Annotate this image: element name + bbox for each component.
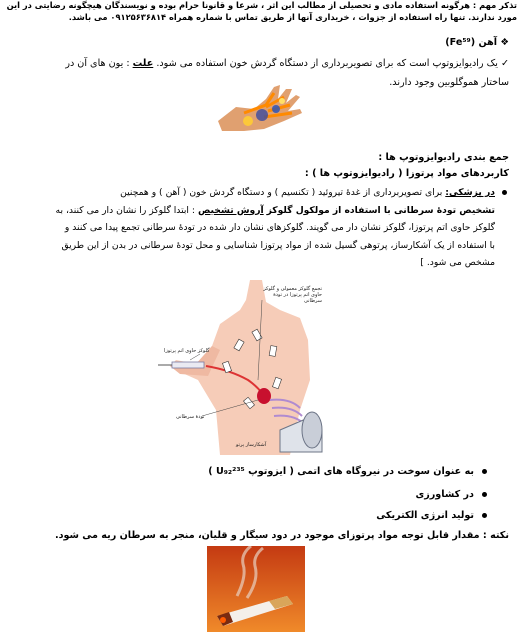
note-text: نکته : مقدار قابل توجه مواد پرتوزای موجود در دود سیگار و قلیان، منجر به سرطان ریه می شود. xyxy=(54,530,509,541)
diamond-bullet-icon: ❖ xyxy=(500,37,509,48)
bullet-icon xyxy=(502,190,507,195)
hand-scan-image xyxy=(214,79,310,135)
diagram-label-left: گلوکز حاوی اتم پرتوزا xyxy=(164,348,210,354)
medicine-paragraph: در پزشکی: برای تصویربرداری از غدهٔ تیروئید ( تکنسیم ) و دستگاه گردش خون ( آهن ) و همچنین تشخیص تودهٔ سرطانی با استفاده از مولکول گلوکز آروش تشخیص : ابتدا گلوکز را نشان دار می کنند، به گلوکز حاوی اتم پرتوزا، گلوکز نشان دار می گویند. گلوکزهای نشان دار شده در تودهٔ سرطانی تجمع پیدا می کنند و با استفاده از یک آشکارساز، پرتوهی گسیل شده از مواد پرتوزا شناسایی و محل تودهٔ سرطانی در بدن از این طریق مشخص می شود. ] xyxy=(16,184,495,272)
diagram-label-tumor: تودهٔ سرطانی xyxy=(176,414,205,420)
iron-paragraph: ✓ یک رادیوایزوتوپ است که برای تصویربرداری از دستگاه گردش خون استفاده می شود. علت : یون های آن در ساختار هموگلوبین وجود دارند. xyxy=(65,58,509,88)
bullet-icon xyxy=(482,492,487,497)
diagram-label-detector: آشکارساز پرتو xyxy=(236,442,267,448)
diagram-label-top: تجمع گلوکز معمولی و گلوکز حاوی اتم پرتوزا در تودهٔ سرطانی xyxy=(263,286,322,304)
bullet-item-2: در کشاورزی xyxy=(14,488,487,501)
summary-heading: جمع بندی رادیوایزوتوپ ها : xyxy=(378,152,509,163)
uses-heading: کاربردهای مواد پرتوزا ( رادیوایزوتوپ ها ) : xyxy=(304,168,509,179)
bullet-item-3: تولید انرژی الکتریکی xyxy=(14,509,487,522)
copyright-notice: تذکر مهم : هرگونه استفاده مادی و تحصیلی از مطالب این اثر ، شرعا و قانونا حرام بوده و نویسندگان هیچگونه رضایتی در این مورد ندارند. تنها راه استفاده از جزوات ، خریداری آنها از طریق تماس با شماره همراه ۰۹۱۲۵۶۳۶۸۱۴ می باشد. xyxy=(6,0,517,22)
bullet-item-1: به عنوان سوخت در نیروگاه های اتمی ( ایزوتوپ U₉₂²³⁵ ) xyxy=(14,465,487,478)
reason-word: علت xyxy=(132,58,154,69)
medicine-label: در پزشکی: xyxy=(445,187,495,198)
bullet-icon xyxy=(482,513,487,518)
iron-heading: آهن (Fe⁵⁹) xyxy=(445,37,498,48)
iron-heading-row xyxy=(14,36,509,49)
tumor-detection-diagram xyxy=(150,280,330,455)
check-icon: ✓ xyxy=(500,58,509,69)
cigarette-smoke-image xyxy=(207,546,305,632)
bullet-icon xyxy=(482,469,487,474)
